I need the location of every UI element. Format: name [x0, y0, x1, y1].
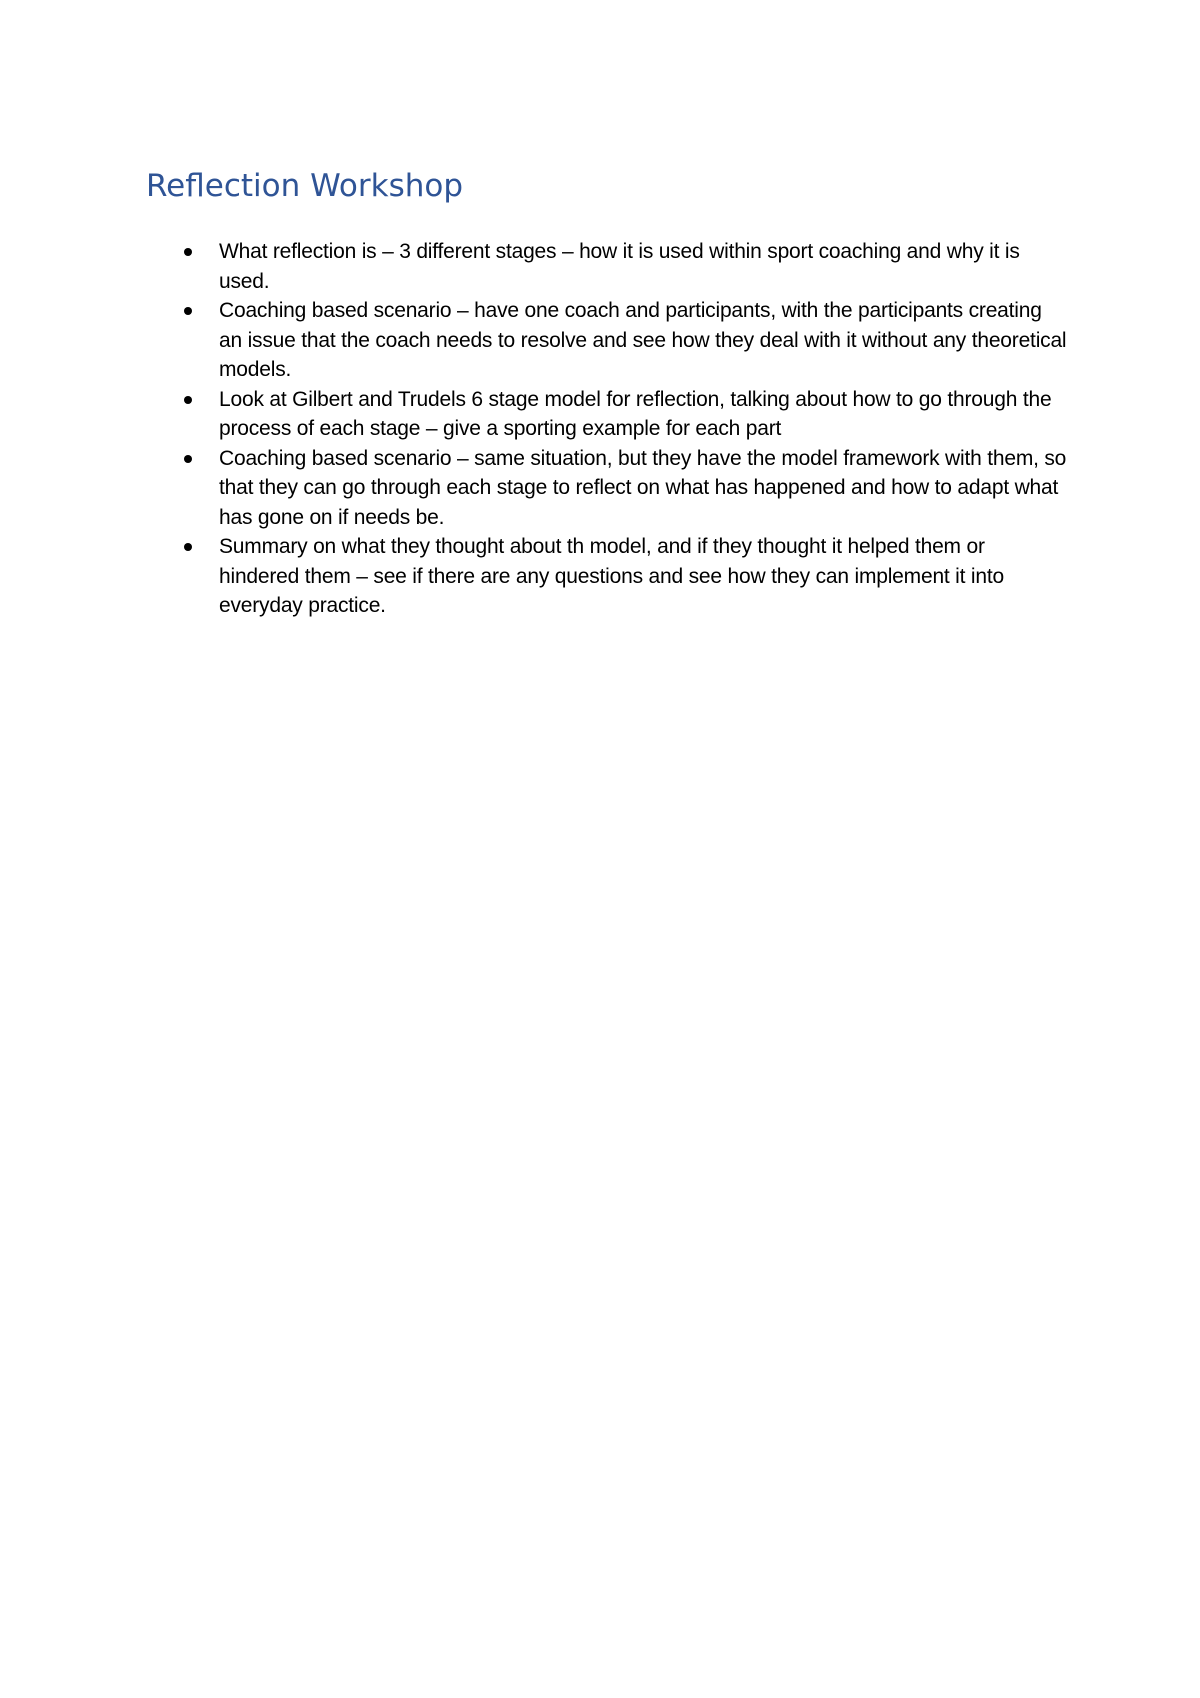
bullet-icon — [184, 307, 192, 315]
bullet-icon — [184, 543, 192, 551]
list-item-text: What reflection is – 3 different stages – how it is used within sport coaching and why it is used. — [219, 240, 1020, 293]
list-item — [219, 385, 1069, 444]
bullet-icon — [184, 455, 192, 463]
list-item-text: Coaching based scenario – have one coach and participants, with the participants creating an issue that the coach needs to resolve and see how they deal with it without any theoretical models. — [219, 299, 1067, 381]
list-item — [219, 237, 1069, 296]
bullet-list — [219, 237, 1069, 621]
bullet-icon — [184, 248, 192, 256]
list-item-text: Summary on what they thought about th model, and if they thought it helped them or hindered them – see if there are any questions and see how they can implement it into everyday practice. — [219, 535, 1004, 617]
document-title: Reflection Workshop — [146, 168, 464, 204]
list-item — [219, 296, 1069, 385]
list-item — [219, 532, 1069, 621]
list-item — [219, 444, 1069, 533]
bullet-icon — [184, 396, 192, 404]
list-item-text: Look at Gilbert and Trudels 6 stage model for reflection, talking about how to go through the process of each stage – give a sporting example for each part — [219, 387, 1052, 440]
list-item-text: Coaching based scenario – same situation, but they have the model framework with them, so that they can go through each stage to reflect on what has happened and how to adapt what has gone on if needs be. — [219, 446, 1067, 529]
